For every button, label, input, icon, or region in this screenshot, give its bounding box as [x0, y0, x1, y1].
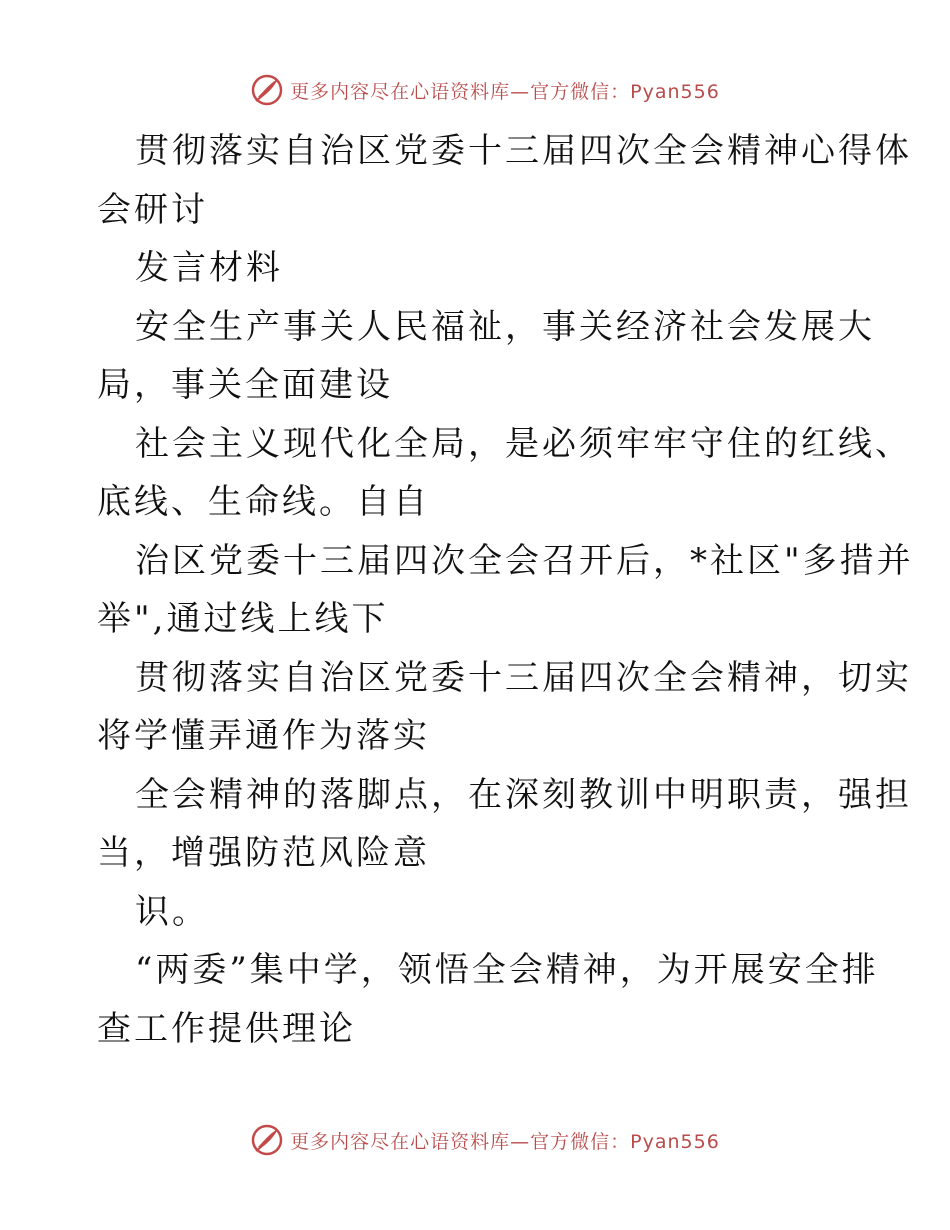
quill-pen-logo-icon	[250, 73, 284, 107]
text-line: 将学懂弄通作为落实	[97, 716, 430, 756]
text-line: 治区党委十三届四次全会召开后，*社区"多措并	[135, 540, 914, 581]
text-line: 当，增强防范风险意	[97, 833, 430, 873]
text-line: 贯彻落实自治区党委十三届四次全会精神，切实	[135, 657, 912, 698]
quill-pen-logo-icon	[250, 1123, 284, 1157]
watermark-text: 更多内容尽在心语资料库—官方微信：Pyan556	[290, 1130, 720, 1153]
text-line: 安全生产事关人民福祉，事关经济社会发展大	[135, 306, 875, 347]
text-line: 全会精神的落脚点，在深刻教训中明职责，强担	[135, 774, 912, 815]
text-line: 举",通过线上线下	[97, 599, 389, 639]
text-line: 底线、生命线。自自	[97, 482, 430, 522]
watermark-text: 更多内容尽在心语资料库—官方微信：Pyan556	[290, 80, 720, 103]
footer-watermark	[0, 1120, 950, 1160]
text-line: 社会主义现代化全局，是必须牢牢守住的红线、	[135, 423, 912, 464]
text-line: 局，事关全面建设	[97, 365, 393, 405]
text-line: 识。	[135, 891, 209, 932]
text-line: 贯彻落实自治区党委十三届四次全会精神心得体	[135, 131, 912, 171]
header-watermark	[0, 70, 950, 110]
text-line: 会研讨	[97, 189, 208, 230]
text-line: “两委”集中学，领悟全会精神，为开展安全排	[135, 950, 879, 990]
document-body	[97, 122, 914, 1058]
text-line: 查工作提供理论	[97, 1008, 356, 1049]
text-line: 发言材料	[135, 248, 283, 288]
